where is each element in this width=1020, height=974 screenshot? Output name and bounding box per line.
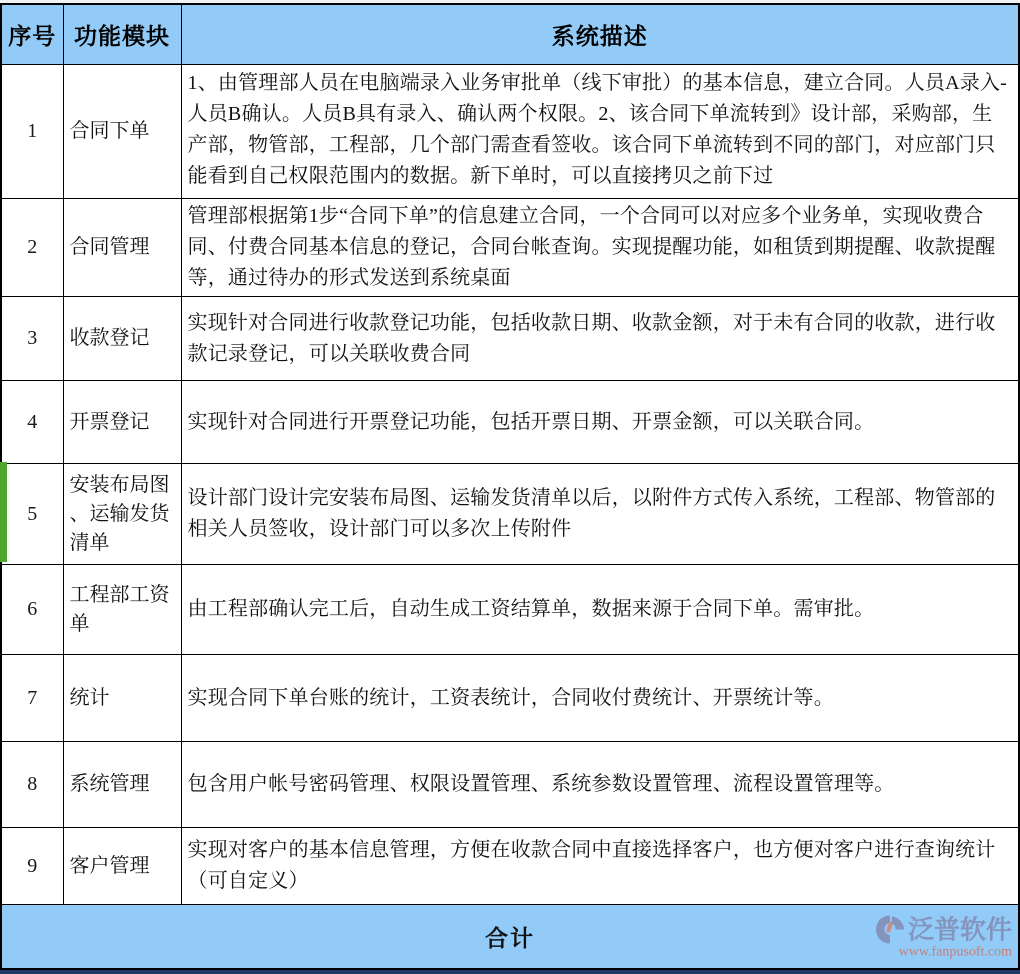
fanpu-logo-icon xyxy=(875,914,905,944)
vendor-brand xyxy=(875,914,1012,959)
row-number-cell: 1 xyxy=(1,65,63,199)
table-row xyxy=(1,297,1019,381)
row-number-cell: 2 xyxy=(1,199,63,297)
row-number-cell: 8 xyxy=(1,742,63,828)
footer-row xyxy=(1,905,1019,970)
description-cell: 管理部根据第1步“合同下单”的信息建立合同，一个合同可以对应多个业务单，实现收费合同、付费合同基本信息的登记，合同台帐查询。实现提醒功能，如租赁到期提醒、收款提醒等，通过待办的形式发送到系统桌面 xyxy=(181,199,1019,297)
module-cell: 统计 xyxy=(63,655,181,742)
footer-total-cell xyxy=(1,905,1019,970)
module-cell: 合同管理 xyxy=(63,199,181,297)
vendor-url: www.fanpusoft.com xyxy=(898,944,1012,959)
row-number-cell: 3 xyxy=(1,297,63,381)
row-number-cell: 9 xyxy=(1,828,63,905)
description-cell: 实现针对合同进行开票登记功能，包括开票日期、开票金额，可以关联合同。 xyxy=(181,381,1019,464)
description-cell: 实现合同下单台账的统计，工资表统计，合同收付费统计、开票统计等。 xyxy=(181,655,1019,742)
spec-table-sheet xyxy=(0,3,1020,970)
table-row xyxy=(1,65,1019,199)
table-row xyxy=(1,565,1019,655)
table-row xyxy=(1,199,1019,297)
description-cell: 设计部门设计完安装布局图、运输发货清单以后，以附件方式传入系统，工程部、物管部的相关人员签收，设计部门可以多次上传附件 xyxy=(181,464,1019,565)
description-cell: 包含用户帐号密码管理、权限设置管理、系统参数设置管理、流程设置管理等。 xyxy=(181,742,1019,828)
row-number-cell: 6 xyxy=(1,565,63,655)
module-cell: 客户管理 xyxy=(63,828,181,905)
table-row xyxy=(1,742,1019,828)
description-cell: 由工程部确认完工后，自动生成工资结算单，数据来源于合同下单。需审批。 xyxy=(181,565,1019,655)
table-row xyxy=(1,381,1019,464)
function-module-table xyxy=(0,3,1020,970)
module-cell: 工程部工资单 xyxy=(63,565,181,655)
row-highlight-stripe xyxy=(0,462,7,562)
row-number-cell: 5 xyxy=(1,464,63,565)
row-number-cell: 7 xyxy=(1,655,63,742)
row-number-cell: 4 xyxy=(1,381,63,464)
module-cell: 收款登记 xyxy=(63,297,181,381)
description-cell: 实现对客户的基本信息管理，方便在收款合同中直接选择客户，也方便对客户进行查询统计（可自定义） xyxy=(181,828,1019,905)
table-row xyxy=(1,464,1019,565)
module-cell: 合同下单 xyxy=(63,65,181,199)
header-row xyxy=(1,4,1019,65)
description-cell: 实现针对合同进行收款登记功能，包括收款日期、收款金额，对于未有合同的收款，进行收款记录登记，可以关联收费合同 xyxy=(181,297,1019,381)
module-cell: 系统管理 xyxy=(63,742,181,828)
header-description: 系统描述 xyxy=(181,4,1019,65)
vendor-name: 泛普软件 xyxy=(907,914,1012,944)
header-no: 序号 xyxy=(1,4,63,65)
total-label: 合计 xyxy=(485,926,535,951)
table-row xyxy=(1,655,1019,742)
module-cell: 安装布局图、运输发货清单 xyxy=(63,464,181,565)
module-cell: 开票登记 xyxy=(63,381,181,464)
description-cell: 1、由管理部人员在电脑端录入业务审批单（线下审批）的基本信息，建立合同。人员A录入-人员B确认。人员B具有录入、确认两个权限。2、该合同下单流转到》设计部，采购部，生产部，物管部，工程部，几个部门需查看签收。该合同下单流转到不同的部门，对应部门只能看到自己权限范围内的数据。新下单时，可以直接拷贝之前下过 xyxy=(181,65,1019,199)
table-row xyxy=(1,828,1019,905)
header-module: 功能模块 xyxy=(63,4,181,65)
bottom-border-bar xyxy=(0,970,1020,974)
